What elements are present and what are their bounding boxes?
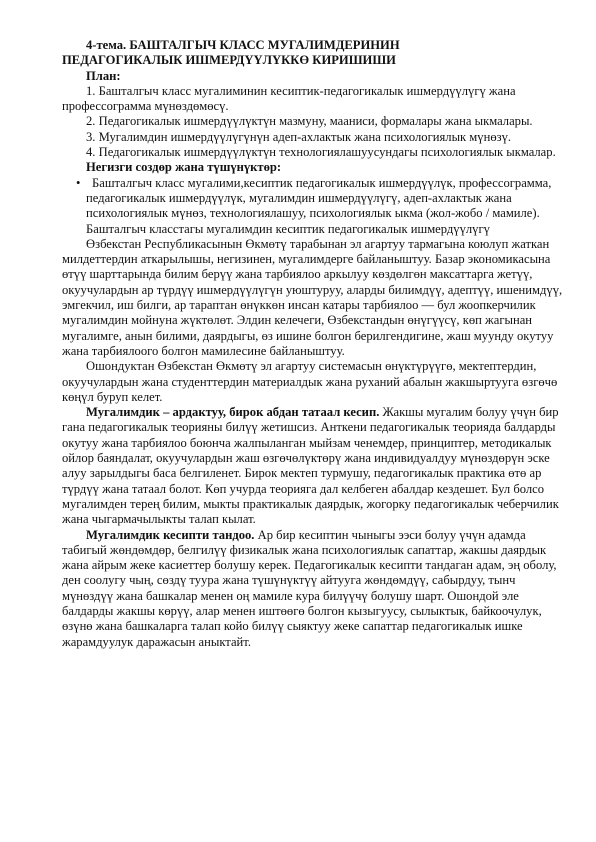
- basic-concepts-list-item: [62, 176, 568, 222]
- topic-title-line2: ПЕДАГОГИКАЛЫК ИШМЕРДҮҮЛҮККӨ КИРИШИШИ: [62, 53, 396, 68]
- basic-concepts-text: Башталгыч класс мугалими,кесиптик педагогикалык ишмердүүлүк, профессограмма, педагогикалык ишмердүүлүк, мугалимдин ишмердүүлүгү, адеп-ахлактык жана психологиялык мүнөз, технологиялашуу, психологиялык ыкма (жол-жобо / мамиле).: [86, 175, 552, 221]
- plan-item-4: 4. Педагогикалык ишмердүүлүктүн технологиялашуусундагы психологиялык ыкмалар.: [86, 145, 556, 160]
- plan-item-1: 1. Башталгыч класс мугалиминин кесиптик-педагогикалык ишмердүүлүгү жана профессограмма мүнөздөмөсү.: [62, 83, 516, 114]
- document-page: [62, 38, 568, 650]
- plan-heading: План:: [86, 68, 121, 83]
- paragraph-uzbekistan-government: Өзбекстан Республикасынын Өкмөтү тарабынан эл агартуу тармагына коюлуп жаткан милдеттердин аткарылышы, негизинен, мугалимдерге байланыштуу. Базар экономикасына өтүү шарттарында билим берүү жана тарбиялоо аркылуу көздөлгөн максаттарга жетүү, окуучулардын ар түрдүү ишмердүүлүгүн уюштуруу, аларды билимдүү, адептүү, ишенимдүү, эмгекчил, иш билги, ар тараптан өнүккөн инсан катары тарбиялоо — бул жоопкерчилик мугалимдин мойнуна жүктөлөт. Элдин келечеги, Өзбекстандын өнүгүүсү, көп жагынан мугалимге, анын билими, даярдыгы, өз ишине болгон берилгендигине, жаш муунду окутуу жана тарбиялоого болгон мамилесине байланыштуу.: [62, 236, 563, 358]
- choosing-profession-text: Ар бир кесиптин чыныгы ээси болуу үчүн адамда табигый жөндөмдөр, белгилүү физикалык жана психологиялык сапаттар, жакшы даярдык жана айрым жеке касиеттер болушу керек. Педагогикалык кесипти тандаган адам, эң оболу, ден соолугу чың, сөздү туура жана түшүнүктүү айтууга жөндөмдүү, сабырдуу, тынч мүнөздүү жана башкалар менен оң мамиле кура билүүчү болушу шарт. Ошондой эле балдарды жакшы көрүү, алар менен иштөөгө болгон кызыгуусу, сылыктык, байкоочулук, өзүнө жана башкаларга талап койо билүү сыяктуу жеке сапаттар педагогикалык ишке жарамдуулук даражасын аныктайт.: [62, 527, 557, 649]
- plan-item-3: 3. Мугалимдин ишмердүүлүгүнүн адеп-ахлактык жана психологиялык мүнөзү.: [86, 129, 512, 144]
- paragraph-teacher-profession: [62, 405, 568, 527]
- topic-title-line1: 4-тема. БАШТАЛГЫЧ КЛАСС МУГАЛИМДЕРИНИН: [86, 38, 400, 52]
- paragraph-subtitle: Башталгыч класстагы мугалимдин кесиптик педагогикалык ишмердүүлүгү: [86, 221, 490, 236]
- paragraph-choosing-profession: [62, 528, 568, 650]
- teacher-profession-bold: Мугалимдик – ардактуу, бирок абдан татаал кесип.: [86, 405, 380, 420]
- paragraph-education-system: Ошондуктан Өзбекстан Өкмөтү эл агартуу системасын өнүктүрүүгө, мектептердин, окуучулардын жана студенттердин материалдык жана руханий абалын жакшыртууга өзгөчө көңүл буруп келет.: [62, 359, 558, 404]
- teacher-profession-text: Жакшы мугалим болуу үчүн бир гана педагогикалык теорияны билүү жетишсиз. Анткени педагогикалык теорияда балдарды окутуу жана тарбиялоо боюнча жалпыланган мыйзам ченемдер, принциптер, методикалык ойлор баяндалат, окуучулардын жаш өзгөчөлүктөрү жана индивидуалдуу мүнөздөрүн эске алуу зарылдыгы баса белгиленет. Бирок мектеп турмушу, педагогикалык практика өтө ар түрдүү жана татаал болот. Көп учурда теорияга дал келбеген абалдар кездешет. Бул болсо мугалимден терең билим, мыкты практикалык даярдык, жогорку педагогикалык чеберчилик жана чыгармачылыкты талап кылат.: [62, 405, 559, 527]
- choosing-profession-bold: Мугалимдик кесипти тандоо.: [86, 527, 255, 542]
- plan-item-2: 2. Педагогикалык ишмердүүлүктүн мазмуну, мааниси, формалары жана ыкмалары.: [86, 114, 533, 129]
- basic-concepts-heading: Негизги создөр жана түшүнүктөр:: [86, 160, 282, 175]
